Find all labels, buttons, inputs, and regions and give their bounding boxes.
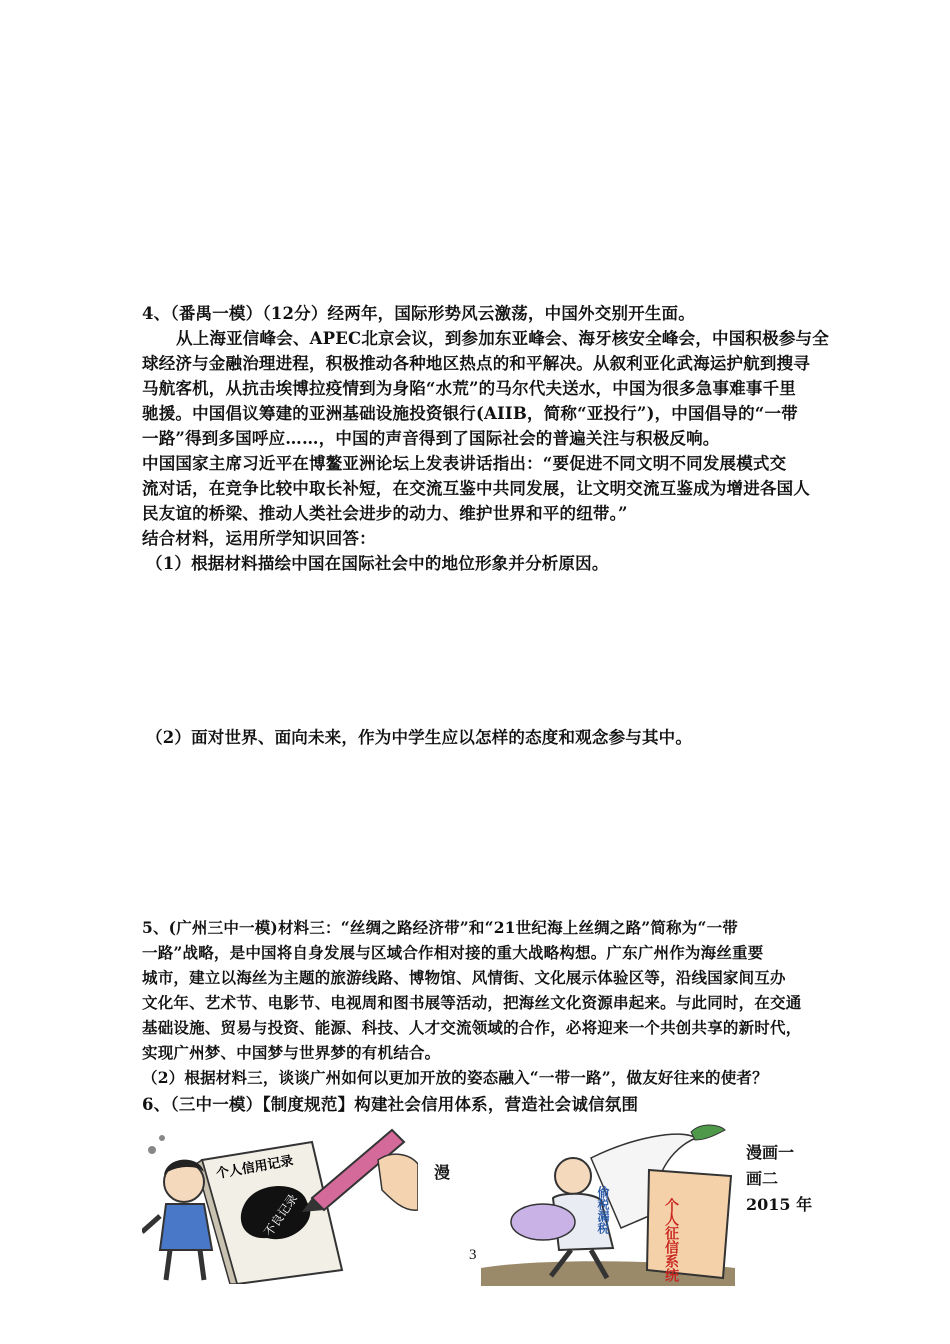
q4-para1-line1: 从上海亚信峰会、APEC北京会议，到参加东亚峰会、海牙核安全峰会，中国积极参与全 (176, 329, 829, 348)
side-label-middle: 漫 (434, 1163, 451, 1182)
cartoon2-label-tax: 偷税漏税 (596, 1186, 610, 1234)
q4-para2-line2: 流对话，在竞争比较中取长补短，在交流互鉴中共同发展，让文明交流互鉴成为增进各国人 (142, 479, 810, 498)
q5-line5: 基础设施、贸易与投资、能源、科技、人才交流领域的合作，必将迎来一个共创共享的新时代， (142, 1018, 802, 1037)
cartoon1-label-record: 个人信用记录 (215, 1153, 295, 1182)
q4-para1-line4: 驰援。中国倡议筹建的亚洲基础设施投资银行(AIIB，简称“亚投行”)，中国倡导的“一带 (142, 404, 798, 423)
q4-title: 4、（番禺一模）（12分）经两年，国际形势风云激荡，中国外交别开生面。 (142, 304, 695, 323)
q5-line2: 一路”战略，是中国将自身发展与区域合作相对接的重大战略构想。广东广州作为海丝重要 (142, 943, 764, 962)
q4-prompt: 结合材料，运用所学知识回答： (142, 529, 376, 548)
q4-para1-line3: 马航客机，从抗击埃博拉疫情到为身陷“水荒”的马尔代夫送水，中国为很多急事难事千里 (142, 379, 796, 398)
page-number: 3 (469, 1247, 477, 1263)
side-label-year: 2015 年 (746, 1195, 813, 1214)
side-label-cartoon2: 画二 (746, 1169, 779, 1188)
q4-para1-line5: 一路”得到多国呼应……，中国的声音得到了国际社会的普遍关注与积极反响。 (142, 429, 720, 448)
q4-subquestion-1: （1）根据材料描绘中国在国际社会中的地位形象并分析原因。 (146, 554, 609, 573)
cartoon1-label-bad: 不良记录 (261, 1191, 301, 1239)
q4-para2-line1: 中国国家主席习近平在博鳌亚洲论坛上发表讲话指出：“要促进不同文明不同发展模式交 (142, 454, 787, 473)
side-label-cartoon1: 漫画一 (746, 1143, 795, 1162)
q4-para1-line2: 球经济与金融治理进程，积极推动各种地区热点的和平解决。从叙利亚化武海运护航到搜寻 (142, 354, 810, 373)
cartoon2-label-system: 个人征信系统 (663, 1198, 679, 1282)
q5-line4: 文化年、艺术节、电影节、电视周和图书展等活动，把海丝文化资源串起来。与此同时，在交通 (142, 993, 802, 1012)
q6-title: 6、（三中一模）【制度规范】构建社会信用体系，营造社会诚信氛围 (142, 1095, 639, 1114)
q5-line1: 5、(广州三中一模)材料三：“丝绸之路经济带”和“21世纪海上丝绸之路”简称为“一带 (142, 918, 739, 937)
q4-para2-line3: 民友谊的桥梁、推动人类社会进步的动力、维护世界和平的纽带。” (142, 504, 628, 523)
q5-line3: 城市，建立以海丝为主题的旅游线路、博物馆、风情街、文化展示体验区等，沿线国家间互办 (142, 968, 786, 987)
q5-line6: 实现广州梦、中国梦与世界梦的有机结合。 (142, 1043, 441, 1062)
q5-subquestion-2: （2）根据材料三，谈谈广州如何以更加开放的姿态融入“一带一路”，做友好往来的使者？ (142, 1068, 768, 1087)
cartoon-credit-system (481, 1118, 735, 1286)
q4-subquestion-2: （2）面对世界、面向未来，作为中学生应以怎样的态度和观念参与其中。 (146, 728, 693, 747)
cartoon-credit-record (142, 1120, 418, 1284)
